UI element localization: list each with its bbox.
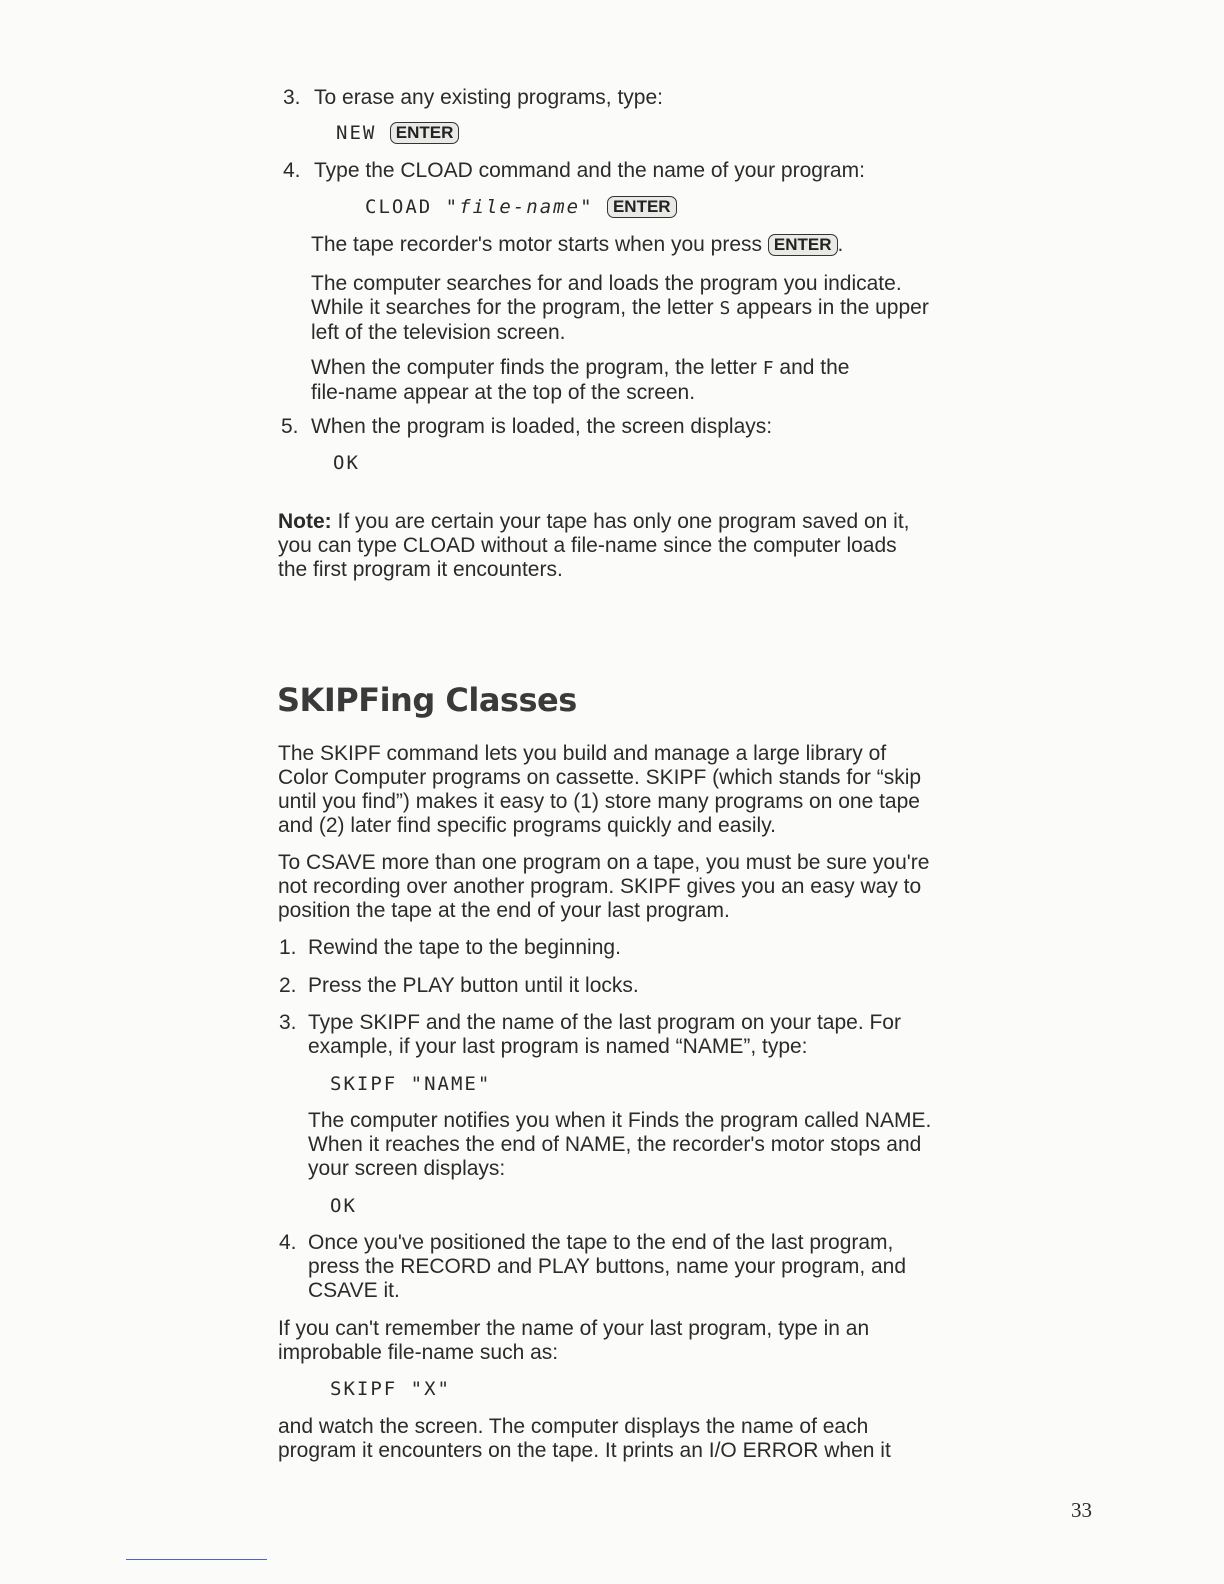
search-line-3: left of the television screen. [311,321,566,344]
step-5-number: 5. [281,415,299,438]
intro-paragraph [278,742,921,838]
section-heading: SKIPFing Classes [277,681,577,719]
search-line-1: The computer searches for and loads the program you indicate. [311,272,902,295]
enter-key: ENTER [390,122,460,144]
list-1-number: 1. [279,936,297,959]
code-file-name: file-name [459,196,581,218]
motor-paragraph [311,233,843,257]
intro-line-1: The SKIPF command lets you build and manage a large library of [278,742,887,765]
step-4-text: Type the CLOAD command and the name of your program: [314,159,865,182]
code-new-enter [336,121,459,145]
note-line-2: you can type CLOAD without a file-name since the computer loads [278,534,897,557]
note-label: Note: [278,510,332,533]
csave-line-2: not recording over another program. SKIPF gives you an easy way to [278,875,922,898]
list-2-text: Press the PLAY button until it locks. [308,974,639,997]
remember-line-1: If you can't remember the name of your last program, type in an [278,1317,870,1340]
step-4-number: 4. [283,159,301,182]
search-line-2: While it searches for the program, the letter S appears in the upper [311,296,929,319]
csave-line-1: To CSAVE more than one program on a tape, you must be sure you're [278,851,930,874]
remember-line-2: improbable file-name such as: [278,1341,559,1364]
motor-text: The tape recorder's motor starts when you press [311,233,768,256]
step-5-text: When the program is loaded, the screen displays: [311,415,773,438]
code-ok-1: OK [333,452,360,474]
step-3-text: To erase any existing programs, type: [314,86,664,109]
list-4-text: Once you've positioned the tape to the end of the last program, press the RECORD and PLAY buttons, name your program, and CSAVE it. [308,1231,907,1302]
code-skipf-x: SKIPF "X" [330,1378,451,1400]
watch-line-2: program it encounters on the tape. It prints an I/O ERROR when it [278,1439,891,1462]
notify-line-1: The computer notifies you when it Finds the program called NAME. [308,1109,932,1132]
enter-key: ENTER [607,196,677,218]
intro-line-3: until you find”) makes it easy to (1) store many programs on one tape [278,790,920,813]
list-1-text: Rewind the tape to the beginning. [308,936,621,959]
code-new: NEW [336,122,377,144]
list-3-number: 3. [279,1011,297,1034]
note-line-1: Note: If you are certain your tape has only one program saved on it, [278,510,910,533]
found-paragraph [311,356,849,405]
search-paragraph [311,272,929,345]
found-line-2: file-name appear at the top of the screen. [311,381,696,404]
code-cload-keyword: CLOAD [365,196,433,218]
notify-line-3: your screen displays: [308,1157,506,1180]
code-cload [365,195,677,219]
notify-line-2: When it reaches the end of NAME, the recorder's motor stops and [308,1133,922,1156]
watch-line-1: and watch the screen. The computer displays the name of each [278,1415,869,1438]
enter-key: ENTER [768,234,838,256]
bottom-rule [126,1559,267,1560]
csave-paragraph [278,851,929,923]
intro-line-2: Color Computer programs on cassette. SKIPF (which stands for “skip [278,766,922,789]
found-line-1: When the computer finds the program, the letter F and the [311,356,850,379]
remember-paragraph [278,1317,869,1365]
code-quote-close: " [580,196,594,218]
watch-paragraph [278,1415,891,1463]
list-2-number: 2. [279,974,297,997]
list-3-text: Type SKIPF and the name of the last program on your tape. For example, if your last program is named “NAME”, type: [308,1011,901,1058]
note-line-3: the first program it encounters. [278,558,563,581]
motor-period: . [837,233,844,256]
csave-line-3: position the tape at the end of your last program. [278,899,730,922]
note-paragraph [278,510,910,582]
code-skipf-name: SKIPF "NAME" [330,1073,492,1095]
code-ok-2: OK [330,1195,357,1217]
notify-paragraph [308,1109,931,1181]
page-number: 33 [1071,1498,1092,1522]
step-3-number: 3. [283,86,301,109]
intro-line-4: and (2) later find specific programs quickly and easily. [278,814,777,837]
code-quote-open: " [445,196,460,218]
list-4-number: 4. [279,1231,297,1254]
